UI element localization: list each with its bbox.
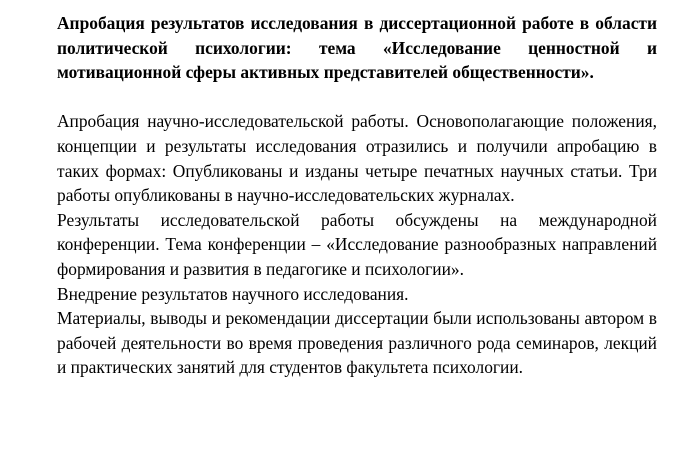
document-body <box>57 11 657 380</box>
paragraph-conference: Результаты исследовательской работы обсуждены на международной конференции. Тема конференции – «Исследование разнообразных направлений формирования и развития в педагогике и психологии». <box>57 209 657 279</box>
paragraph-implementation: Внедрение результатов научного исследования. <box>57 283 409 304</box>
paragraph-approbation: Апробация научно-исследовательской работы. Основополагающие положения, концепции и результаты исследования отразились и получили апробацию в таких формах: Опубликованы и изданы четыре печатных научных статьи. Три работы опубликованы в научно-исследовательских журналах. <box>57 111 657 206</box>
document-heading: Апробация результатов исследования в диссертационной работе в области политической психологии: тема «Исследование ценностной и мотивационной сферы активных представителей общественности». <box>57 13 657 83</box>
paragraph-materials: Материалы, выводы и рекомендации диссертации были использованы автором в рабочей деятельности во время проведения различного рода семинаров, лекций и практических занятий для студентов факультета психологии. <box>57 308 657 378</box>
